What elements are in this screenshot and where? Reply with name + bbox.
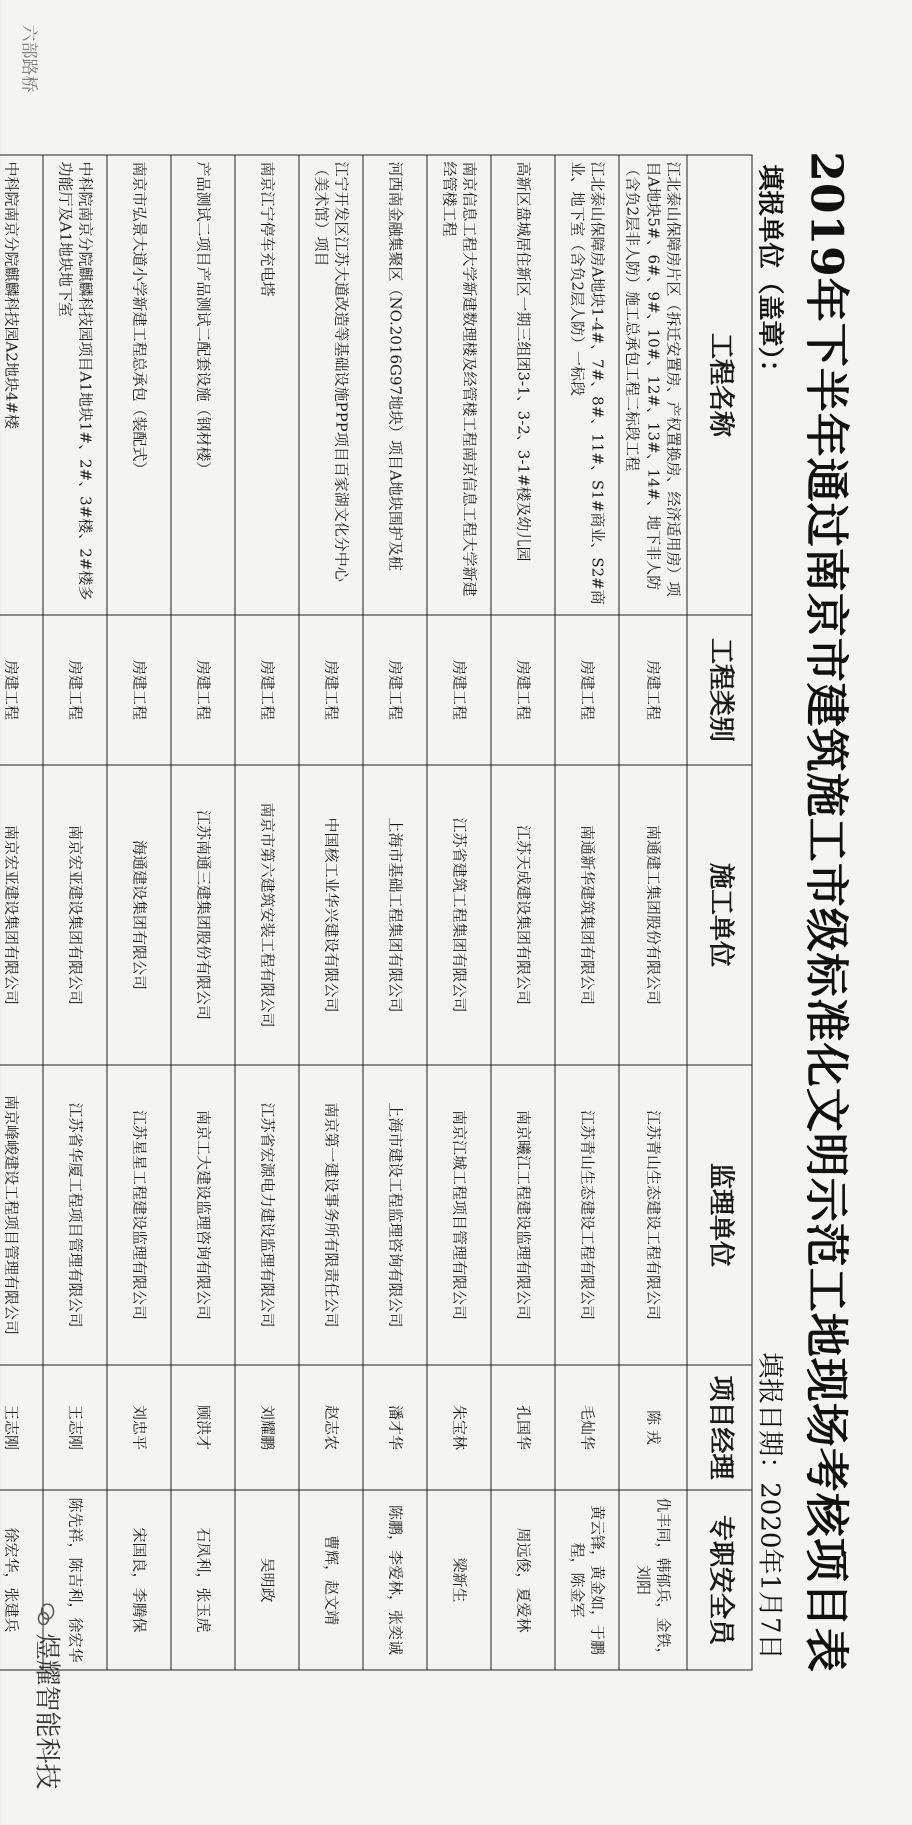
contractor: 南通建工集团股份有限公司 bbox=[619, 765, 687, 1065]
table-row bbox=[491, 155, 555, 1670]
fill-date: 填报日期：2020年1月7日 bbox=[754, 1352, 784, 1660]
page-title: 2019年下半年通过南京市建筑施工市级标准化文明示范工地现场考核项目表 bbox=[800, 151, 851, 1673]
wechat-icon bbox=[37, 1603, 55, 1625]
safety-officer: 宋国良，李腾保 bbox=[107, 1490, 171, 1670]
col-header-category: 工程类别 bbox=[687, 615, 752, 765]
project-table bbox=[0, 155, 752, 1671]
project-name: 南京市弘景大道小学新建工程总承包（装配式） bbox=[107, 155, 171, 615]
project-category: 房建工程 bbox=[555, 615, 619, 765]
safety-officer: 曹辉，赵文靖 bbox=[299, 1490, 363, 1670]
table-row bbox=[427, 155, 491, 1670]
project-category: 房建工程 bbox=[107, 615, 171, 765]
table-row bbox=[171, 155, 235, 1670]
safety-officer: 黄云锋，黄金如，于鹏程，陈金军 bbox=[555, 1490, 619, 1670]
safety-officer: 周远俊，夏爱林 bbox=[491, 1490, 555, 1670]
supervisor: 江苏省宏源电力建设监理有限公司 bbox=[235, 1065, 299, 1365]
project-name: 中科院南京分院麒麟科技园A2地块4#楼 bbox=[0, 155, 43, 615]
filler-unit-label: 填报单位（盖章）： bbox=[754, 164, 784, 386]
watermark-text: 六部路桥 bbox=[18, 24, 38, 93]
table-row bbox=[43, 155, 107, 1670]
col-header-manager: 项目经理 bbox=[687, 1365, 752, 1490]
project-category: 房建工程 bbox=[427, 615, 491, 765]
safety-officer: 吴明政 bbox=[235, 1490, 299, 1670]
project-category: 房建工程 bbox=[491, 615, 555, 765]
supervisor: 南京工大建设监理咨询有限公司 bbox=[171, 1065, 235, 1365]
project-name: 河西南金融集聚区（NO.2016G97地块）项目A地块围护及桩 bbox=[363, 155, 427, 615]
table-row bbox=[235, 155, 299, 1670]
contractor: 上海市基础工程集团有限公司 bbox=[363, 765, 427, 1065]
project-name: 江北泰山保障房片区（拆迁安置房、产权置换房、经济适用房）项目A地块5#、6#、9#、10#、12#、13#、14#、地下非人防（含负2层非人防）施工总承包工程二标段工程 bbox=[619, 155, 687, 615]
project-name: 高新区盘城居住新区一期三组团3-1、3-2、3-1#楼及幼儿园 bbox=[491, 155, 555, 615]
supervisor: 南京第一建设事务所有限责任公司 bbox=[299, 1065, 363, 1365]
project-manager: 王志刚 bbox=[0, 1365, 43, 1490]
table-row bbox=[107, 155, 171, 1670]
supervisor: 江苏青山生态建设工程有限公司 bbox=[619, 1065, 687, 1365]
safety-officer: 徐宏华，张建兵 bbox=[0, 1490, 43, 1670]
contractor: 南通新华建筑集团有限公司 bbox=[555, 765, 619, 1065]
safety-officer: 梁新生 bbox=[427, 1490, 491, 1670]
project-name: 江宁开发区江苏大道改造等基础设施PPP项目百家湖文化分中心（美术馆）项目 bbox=[299, 155, 363, 615]
project-category: 房建工程 bbox=[363, 615, 427, 765]
contractor: 江苏天成建设集团有限公司 bbox=[491, 765, 555, 1065]
table-row bbox=[619, 155, 687, 1670]
table-row bbox=[299, 155, 363, 1670]
project-manager: 毛灿华 bbox=[555, 1365, 619, 1490]
project-category: 房建工程 bbox=[0, 615, 43, 765]
supervisor: 南京江城工程项目管理有限公司 bbox=[427, 1065, 491, 1365]
contractor: 南京宏亚建设集团有限公司 bbox=[0, 765, 43, 1065]
safety-officer: 石凤利，张玉虎 bbox=[171, 1490, 235, 1670]
col-header-safety: 专职安全员 bbox=[687, 1490, 752, 1670]
contractor: 海通建设集团有限公司 bbox=[107, 765, 171, 1065]
project-name: 南京信息工程大学新建数理楼及经管楼工程南京信息工程大学新建经管楼工程 bbox=[427, 155, 491, 615]
project-manager: 刘耀鹏 bbox=[235, 1365, 299, 1490]
contractor: 南京宏亚建设集团有限公司 bbox=[43, 765, 107, 1065]
project-manager: 孔国华 bbox=[491, 1365, 555, 1490]
supervisor: 南京曦江工程建设监理有限公司 bbox=[491, 1065, 555, 1365]
supervisor: 上海市建设工程监理咨询有限公司 bbox=[363, 1065, 427, 1365]
supervisor: 南京峰峻建设工程项目管理有限公司 bbox=[0, 1065, 43, 1365]
safety-officer: 陈先祥，陈吉利，徐宏华 bbox=[43, 1490, 107, 1670]
table-row bbox=[555, 155, 619, 1670]
project-name: 中科院南京分院麒麟科技园项目A1地块1#、2#、3#楼、2#楼多功能厅及A1地块地下室 bbox=[43, 155, 107, 615]
supervisor: 江苏星星工程建设监理有限公司 bbox=[107, 1065, 171, 1365]
col-header-contractor: 施工单位 bbox=[687, 765, 752, 1065]
supervisor: 江苏青山生态建设工程有限公司 bbox=[555, 1065, 619, 1365]
project-manager: 陈 戎 bbox=[619, 1365, 687, 1490]
project-category: 房建工程 bbox=[235, 615, 299, 765]
table-header-row bbox=[687, 155, 752, 1670]
project-category: 房建工程 bbox=[171, 615, 235, 765]
col-header-name: 工程名称 bbox=[687, 155, 752, 615]
project-manager: 王志刚 bbox=[43, 1365, 107, 1490]
contractor: 江苏省建筑工程集团有限公司 bbox=[427, 765, 491, 1065]
contractor: 江苏南通三建集团股份有限公司 bbox=[171, 765, 235, 1065]
project-manager: 刘忠平 bbox=[107, 1365, 171, 1490]
table-row bbox=[363, 155, 427, 1670]
project-manager: 赵志农 bbox=[299, 1365, 363, 1490]
project-name: 江北泰山保障房A地块1-4#、7#、8#、11#、S1#商业、S2#商业、地下室（含负2层人防）一标段 bbox=[555, 155, 619, 615]
contractor: 南京市第六建筑安装工程有限公司 bbox=[235, 765, 299, 1065]
project-category: 房建工程 bbox=[299, 615, 363, 765]
brand-name: 煜耀智能科技 bbox=[31, 1633, 61, 1790]
safety-officer: 陈鹏，李爱林，张奕诚 bbox=[363, 1490, 427, 1670]
col-header-supervisor: 监理单位 bbox=[687, 1065, 752, 1365]
safety-officer: 仇丰同，韩郁兵，金铁，刘阳 bbox=[619, 1490, 687, 1670]
project-manager: 朱宝林 bbox=[427, 1365, 491, 1490]
project-manager: 潘才华 bbox=[363, 1365, 427, 1490]
project-category: 房建工程 bbox=[43, 615, 107, 765]
project-name: 产品测试二项目产品测试二配套设施（钢材楼） bbox=[171, 155, 235, 615]
contractor: 中国核工业华兴建设有限公司 bbox=[299, 765, 363, 1065]
table-row bbox=[0, 155, 43, 1670]
brand-mark bbox=[30, 1603, 67, 1789]
project-manager: 顾洪才 bbox=[171, 1365, 235, 1490]
project-category: 房建工程 bbox=[619, 615, 687, 765]
supervisor: 江苏省华厦工程项目管理有限公司 bbox=[43, 1065, 107, 1365]
project-name: 南京江宁停车充电塔 bbox=[235, 155, 299, 615]
